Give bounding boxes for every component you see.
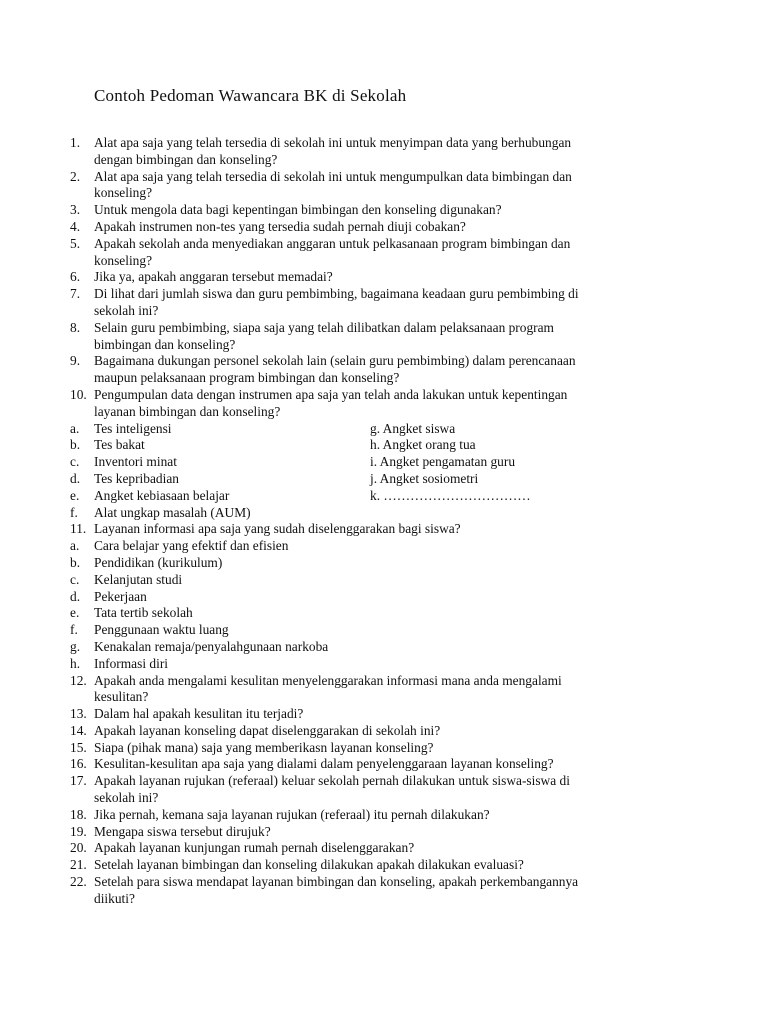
option-text: Tes bakat: [94, 437, 145, 453]
option-text: Penggunaan waktu luang: [94, 622, 229, 638]
question-text: Apakah instrumen non-tes yang tersedia sudah pernah diuji cobakan?: [94, 218, 466, 234]
question-text-continued: diikuti?: [94, 890, 135, 906]
question-item: [70, 874, 700, 908]
question-item: [70, 387, 700, 421]
question-text: Dalam hal apakah kesulitan itu terjadi?: [94, 706, 304, 722]
question-number: 1.: [70, 135, 81, 150]
question-text-continued: maupun pelaksanaan program bimbingan dan konseling?: [94, 370, 400, 386]
question-text: Jika pernah, kemana saja layanan rujukan (referaal) itu pernah dilakukan?: [94, 806, 490, 822]
option-letter: b.: [70, 554, 81, 570]
option-text: Kenakalan remaja/penyalahgunaan narkoba: [94, 638, 329, 654]
question-item: [70, 320, 700, 354]
option-text: k. ……………………………: [370, 487, 531, 503]
question-text: Kesulitan-kesulitan apa saja yang dialami dalam penyelenggaraan layanan konseling?: [94, 756, 554, 772]
question-item: [70, 756, 700, 773]
option-text: j. Angket sosiometri: [370, 470, 479, 486]
question-item: [70, 219, 700, 236]
option-text: g. Angket siswa: [370, 420, 456, 436]
option-row: [70, 639, 700, 656]
question-number: 9.: [70, 353, 81, 369]
question-text: Mengapa siswa tersebut dirujuk?: [94, 823, 271, 839]
option-text: Alat ungkap masalah (AUM): [94, 504, 251, 520]
question-item: [70, 135, 700, 169]
option-row: [70, 421, 700, 438]
question-text: Bagaimana dukungan personel sekolah lain (selain guru pembimbing) dalam perencanaan: [94, 353, 576, 369]
question-text-continued: dengan bimbingan dan konseling?: [94, 151, 278, 167]
question-text-continued: layanan bimbingan dan konseling?: [94, 403, 281, 419]
option-text: i. Angket pengamatan guru: [370, 454, 516, 470]
question-number: 5.: [70, 235, 81, 251]
option-text: Tata tertib sekolah: [94, 605, 193, 621]
option-letter: d.: [70, 588, 81, 604]
option-text: h. Angket orang tua: [370, 437, 476, 453]
question-number: 16.: [70, 756, 87, 772]
question-text-continued: kesulitan?: [94, 689, 149, 705]
question-item: [70, 202, 700, 219]
question-item: [70, 169, 700, 203]
question-number: 18.: [70, 806, 87, 822]
option-letter: e.: [70, 605, 80, 621]
question-text: Di lihat dari jumlah siswa dan guru pembimbing, bagaimana keadaan guru pembimbing di: [94, 286, 579, 302]
option-text: Pekerjaan: [94, 588, 147, 604]
question-number: 14.: [70, 722, 87, 738]
question-number: 13.: [70, 706, 87, 722]
question-number: 3.: [70, 202, 81, 218]
question-text: Untuk mengola data bagi kepentingan bimbingan den konseling digunakan?: [94, 202, 502, 218]
question-item: [70, 840, 700, 857]
question-number: 19.: [70, 823, 87, 839]
option-letter: f.: [70, 504, 78, 520]
question-number: 20.: [70, 840, 87, 856]
question-text: Alat apa saja yang telah tersedia di sekolah ini untuk menyimpan data yang berhubungan: [94, 135, 572, 150]
question-text: Apakah layanan kunjungan rumah pernah diselenggarakan?: [94, 840, 415, 856]
question-item: [70, 723, 700, 740]
question-text-continued: konseling?: [94, 252, 153, 268]
option-letter: g.: [70, 638, 81, 654]
question-number: 7.: [70, 286, 81, 302]
option-row: [70, 454, 700, 471]
option-row: [70, 622, 700, 639]
question-item: [70, 740, 700, 757]
option-letter: a.: [70, 420, 80, 436]
option-letter: e.: [70, 487, 80, 503]
question-number: 10.: [70, 386, 87, 402]
option-letter: h.: [70, 655, 81, 671]
option-row: [70, 471, 700, 488]
option-text: Pendidikan (kurikulum): [94, 554, 223, 570]
question-number: 17.: [70, 773, 87, 789]
option-text: Informasi diri: [94, 655, 169, 671]
question-item: [70, 353, 700, 387]
option-letter: d.: [70, 470, 81, 486]
question-text: Selain guru pembimbing, siapa saja yang telah dilibatkan dalam pelaksanaan program: [94, 319, 554, 335]
question-number: 21.: [70, 857, 87, 873]
option-text: Tes kepribadian: [94, 470, 179, 486]
question-item: [70, 857, 700, 874]
option-row: [70, 656, 700, 673]
option-text: Kelanjutan studi: [94, 571, 183, 587]
option-letter: f.: [70, 622, 78, 638]
option-row: [70, 589, 700, 606]
question-text-continued: sekolah ini?: [94, 790, 159, 806]
option-row: [70, 488, 700, 505]
option-text: Inventori minat: [94, 454, 177, 470]
option-letter: a.: [70, 538, 80, 554]
question-text: Setelah para siswa mendapat layanan bimbingan dan konseling, apakah perkembangannya: [94, 874, 579, 890]
question-text: Layanan informasi apa saja yang sudah diselenggarakan bagi siswa?: [94, 521, 461, 537]
question-item: [70, 269, 700, 286]
question-number: 6.: [70, 269, 81, 285]
question-number: 11.: [70, 521, 87, 537]
question-text: Apakah sekolah anda menyediakan anggaran untuk pelkasanaan program bimbingan dan: [94, 235, 571, 251]
option-letter: b.: [70, 437, 81, 453]
question-number: 12.: [70, 672, 87, 688]
question-text-continued: konseling?: [94, 185, 153, 201]
option-text: Angket kebiasaan belajar: [94, 487, 230, 503]
question-item: [70, 236, 700, 270]
question-text-continued: bimbingan dan konseling?: [94, 336, 236, 352]
question-text-continued: sekolah ini?: [94, 302, 159, 318]
question-number: 15.: [70, 739, 87, 755]
question-number: 8.: [70, 319, 81, 335]
question-text: Apakah anda mengalami kesulitan menyelenggarakan informasi mana anda mengalami: [94, 672, 562, 688]
question-item: [70, 807, 700, 824]
option-row: [70, 538, 700, 555]
question-item: [70, 673, 700, 707]
question-list: [70, 135, 700, 908]
option-letter: c.: [70, 454, 80, 470]
option-letter: c.: [70, 571, 80, 587]
option-row: [70, 572, 700, 589]
option-row: [70, 505, 700, 522]
question-item: [70, 521, 700, 538]
option-row: [70, 605, 700, 622]
question-text: Apakah layanan konseling dapat diselenggarakan di sekolah ini?: [94, 722, 441, 738]
question-number: 4.: [70, 218, 81, 234]
option-row: [70, 555, 700, 572]
option-text: Tes inteligensi: [94, 420, 172, 436]
document-title: Contoh Pedoman Wawancara BK di Sekolah: [94, 86, 407, 105]
question-number: 22.: [70, 874, 87, 890]
question-item: [70, 824, 700, 841]
question-text: Setelah layanan bimbingan dan konseling dilakukan apakah dilakukan evaluasi?: [94, 857, 524, 873]
question-text: Apakah layanan rujukan (referaal) keluar sekolah pernah dilakukan untuk siswa-siswa di: [94, 773, 570, 789]
question-number: 2.: [70, 168, 81, 184]
question-item: [70, 773, 700, 807]
question-text: Pengumpulan data dengan instrumen apa saja yan telah anda lakukan untuk kepentingan: [94, 386, 568, 402]
option-row: [70, 437, 700, 454]
question-text: Alat apa saja yang telah tersedia di sekolah ini untuk mengumpulkan data bimbingan dan: [94, 168, 572, 184]
question-text: Siapa (pihak mana) saja yang memberikasn layanan konseling?: [94, 739, 434, 755]
question-item: [70, 706, 700, 723]
option-text: Cara belajar yang efektif dan efisien: [94, 538, 289, 554]
question-item: [70, 286, 700, 320]
question-text: Jika ya, apakah anggaran tersebut memadai?: [94, 269, 333, 285]
